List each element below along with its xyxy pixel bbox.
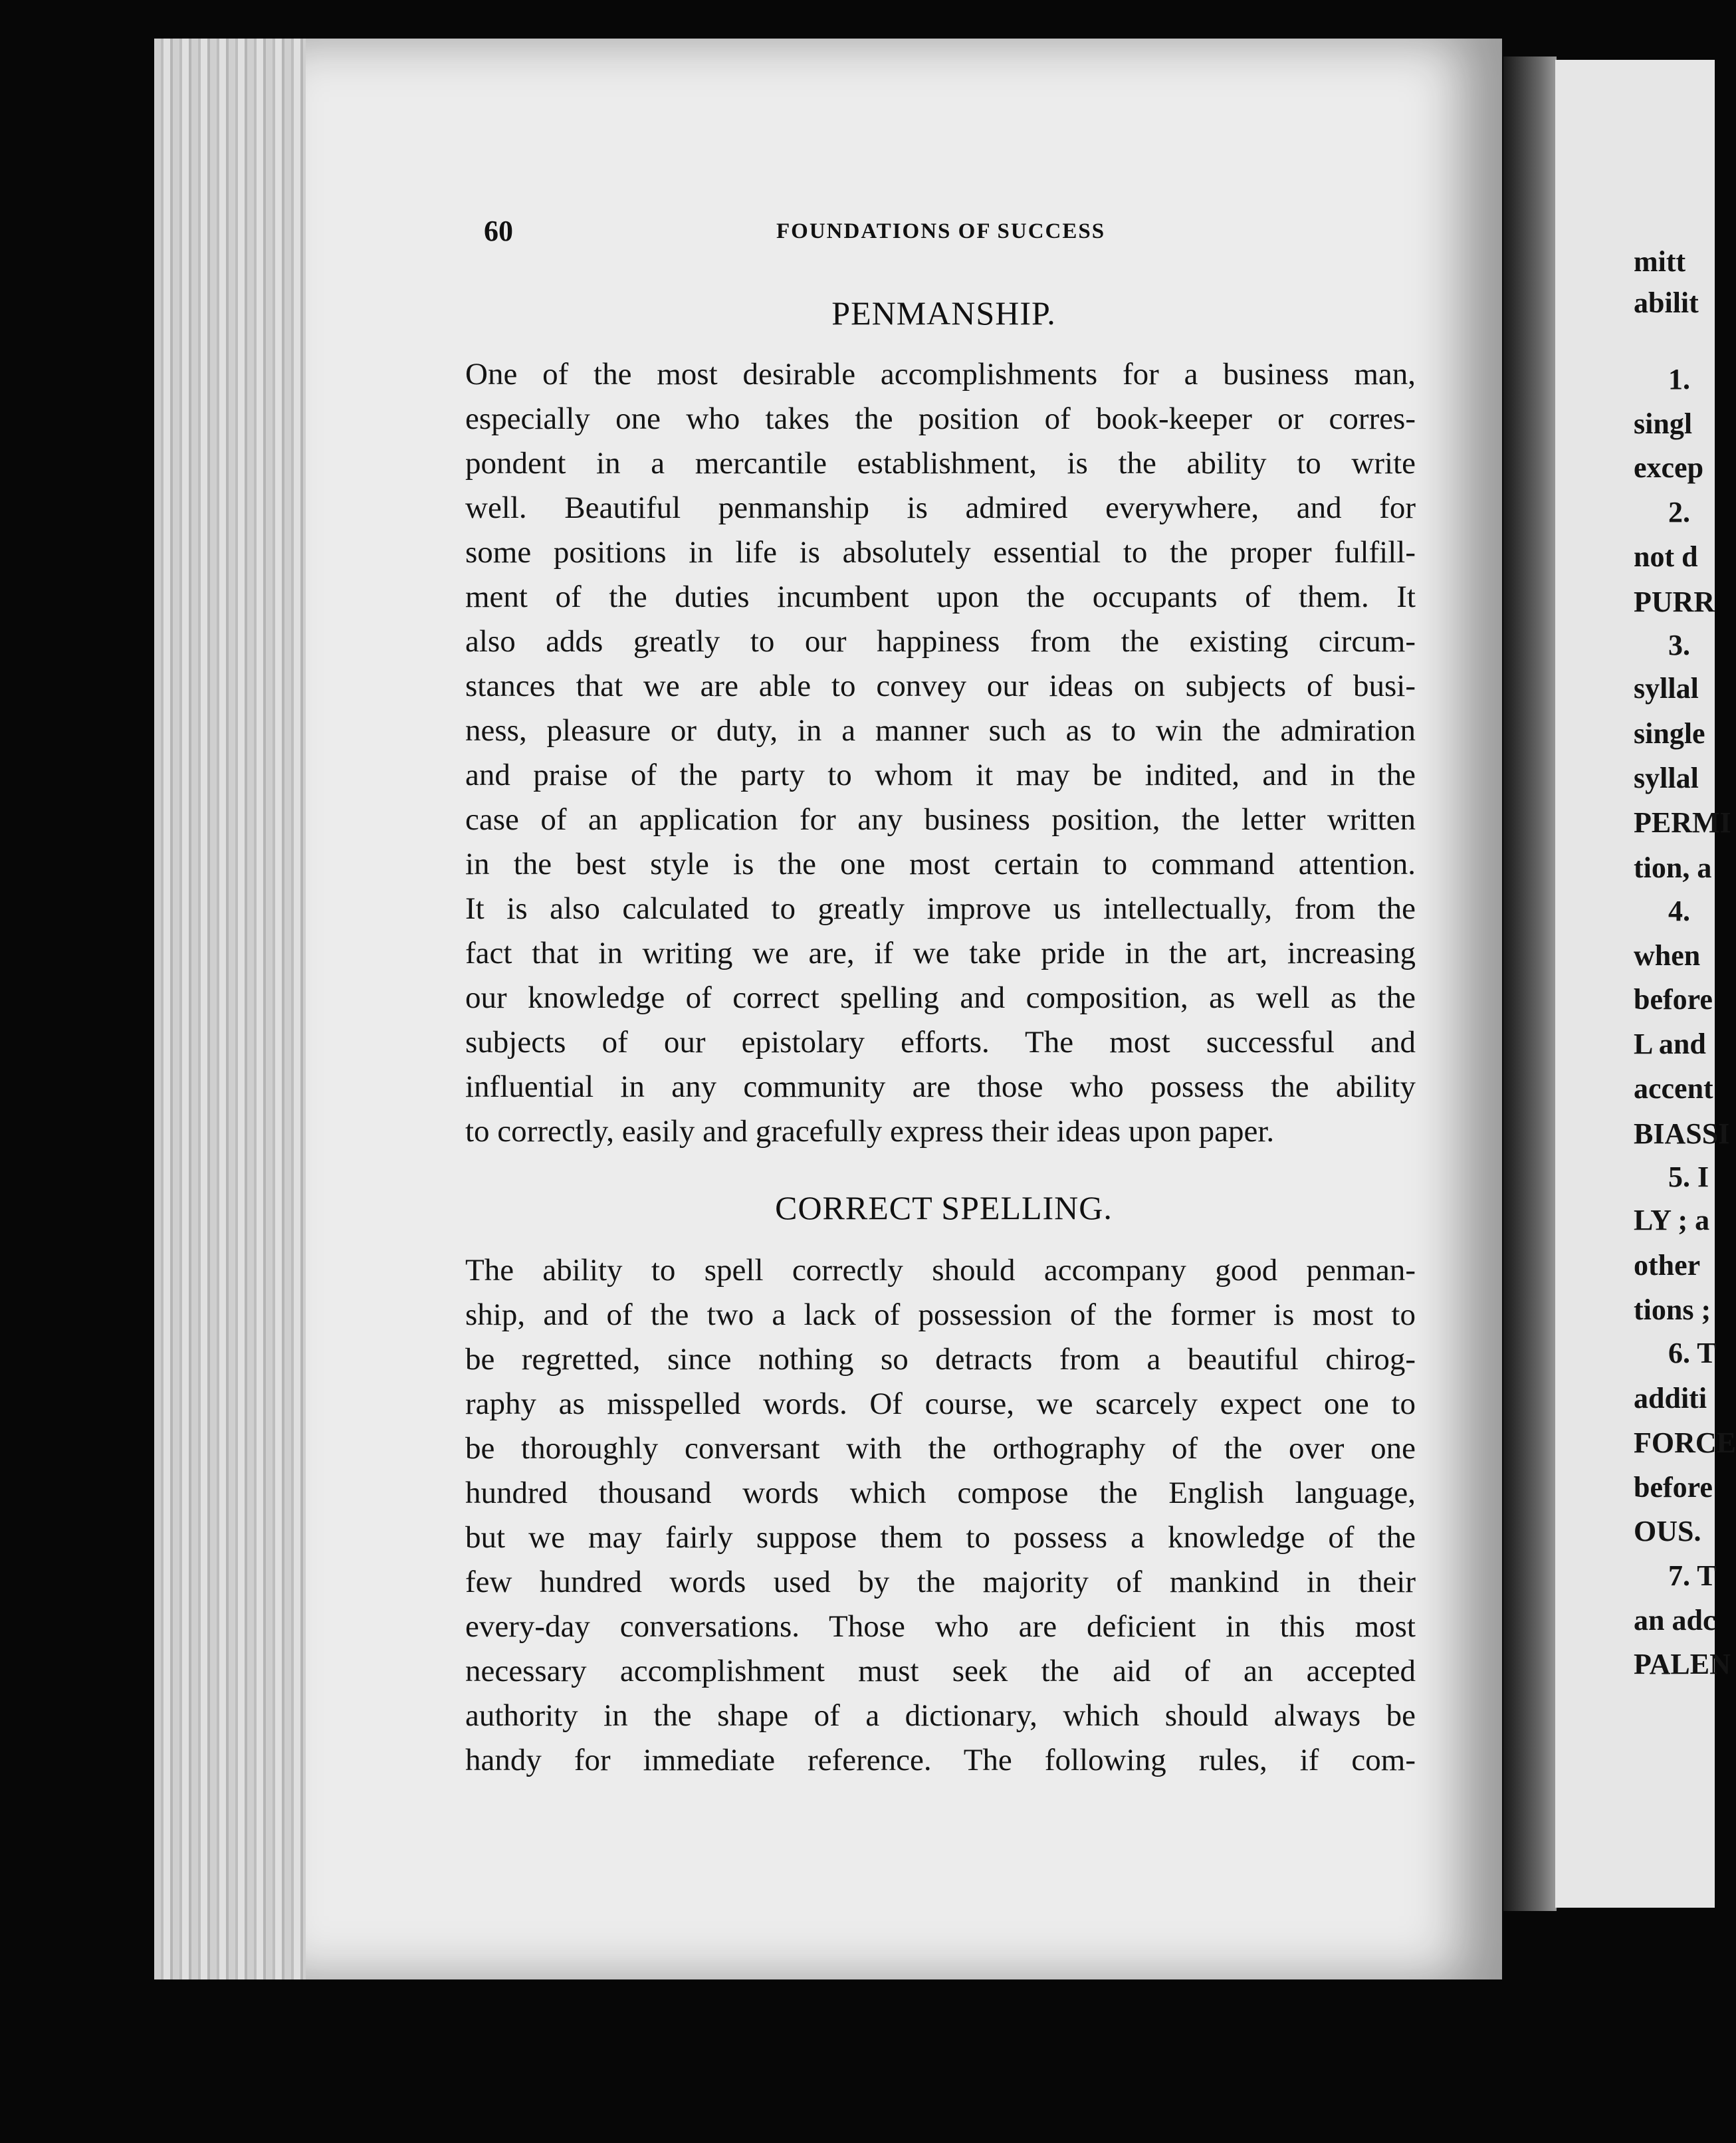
text-line: also adds greatly to our happiness from the existing circum- [465,624,1416,659]
text-line: subjects of our epistolary efforts. The most successful and [465,1025,1416,1060]
section-heading-penmanship: PENMANSHIP. [831,294,1056,332]
facing-page-fragment: mitt [1634,245,1686,278]
facing-page-fragment: 4. [1668,895,1690,927]
facing-page-fragment: syllal [1634,762,1699,794]
running-title: FOUNDATIONS OF SUCCESS [776,219,1106,243]
facing-page-fragment: PERMI [1634,806,1731,839]
text-line: be thoroughly conversant with the orthography of the over one [465,1431,1416,1466]
facing-page-fragment: 6. T [1668,1337,1717,1369]
page-edges [154,39,320,1979]
text-line: stances that we are able to convey our ideas on subjects of busi- [465,669,1416,703]
facing-page [1555,60,1736,1908]
text-line: fact that in writing we are, if we take pride in the art, increasing [465,936,1416,970]
facing-page-fragment: 5. I [1668,1161,1709,1193]
book-gutter [1503,56,1557,1911]
facing-page-fragment: excep [1634,451,1704,484]
facing-page-fragment: single [1634,717,1705,750]
text-line: authority in the shape of a dictionary, which should always be [465,1698,1416,1733]
facing-page-fragment: tions ; [1634,1294,1711,1326]
paragraph-correct-spelling [465,1248,1416,1783]
facing-page-fragment: LY ; a [1634,1204,1710,1236]
facing-page-fragment: before [1634,983,1713,1016]
text-line: handy for immediate reference. The following rules, if com- [465,1743,1416,1777]
text-line: be regretted, since nothing so detracts from a beautiful chirog- [465,1342,1416,1377]
facing-page-fragment: PALEN [1634,1648,1731,1680]
text-line: The ability to spell correctly should accompany good penman- [465,1253,1416,1288]
text-line: hundred thousand words which compose the English language, [465,1476,1416,1510]
text-line: but we may fairly suppose them to possess a knowledge of the [465,1520,1416,1555]
text-line: to correctly, easily and gracefully express their ideas upon paper. [465,1114,1275,1149]
facing-page-fragment: L and [1634,1028,1706,1060]
text-line: ness, pleasure or duty, in a manner such as to win the admiration [465,713,1416,748]
text-line: our knowledge of correct spelling and composition, as well as the [465,980,1416,1015]
facing-page-fragment: 2. [1668,496,1690,528]
text-line: ment of the duties incumbent upon the occupants of them. It [465,580,1416,614]
text-line: It is also calculated to greatly improve us intellectually, from the [465,891,1416,926]
facing-page-fragment: not d [1634,540,1698,573]
text-line: pondent in a mercantile establishment, is the ability to write [465,446,1416,481]
facing-page-fragment: syllal [1634,672,1699,705]
facing-page-fragment: additi [1634,1382,1707,1414]
text-line: case of an application for any business position, the letter written [465,802,1416,837]
text-line: every-day conversations. Those who are deficient in this most [465,1609,1416,1644]
text-line: ship, and of the two a lack of possession of the former is most to [465,1297,1416,1332]
facing-page-fragment: BIASSI [1634,1117,1730,1150]
facing-page-fragment: PURR [1634,586,1715,618]
page-number: 60 [484,215,513,247]
facing-page-fragment: before [1634,1471,1713,1504]
facing-page-fragment: when [1634,939,1701,972]
facing-page-fragment: tion, a [1634,851,1712,884]
text-line: especially one who takes the position of book-keeper or corres- [465,401,1416,436]
text-line: One of the most desirable accomplishments for a business man, [465,357,1416,392]
text-line: necessary accomplishment must seek the aid of an accepted [465,1654,1416,1688]
facing-page-fragment: FORCE [1634,1426,1736,1459]
facing-page-fragment: accent [1634,1072,1713,1105]
text-line: some positions in life is absolutely essential to the proper fulfill- [465,535,1416,570]
facing-page-fragment: an adc [1634,1604,1716,1636]
facing-page-fragment: other [1634,1249,1701,1282]
facing-page-fragment: singl [1634,407,1693,440]
text-line: and praise of the party to whom it may be indited, and in the [465,758,1416,792]
facing-page-fragment: 1. [1668,363,1690,395]
text-line: in the best style is the one most certain to command attention. [465,847,1416,881]
paragraph-penmanship [465,352,1416,1154]
text-line: well. Beautiful penmanship is admired everywhere, and for [465,491,1416,525]
text-line: influential in any community are those who possess the ability [465,1070,1416,1104]
facing-page-fragment: 7. T [1668,1559,1717,1592]
text-line: few hundred words used by the majority of mankind in their [465,1565,1416,1599]
facing-page-fragment: abilit [1634,286,1699,319]
facing-page-fragment: 3. [1668,629,1690,661]
section-heading-correct-spelling: CORRECT SPELLING. [775,1189,1113,1226]
text-line: raphy as misspelled words. Of course, we scarcely expect one to [465,1387,1416,1421]
facing-page-fragment: OUS. [1634,1515,1701,1547]
